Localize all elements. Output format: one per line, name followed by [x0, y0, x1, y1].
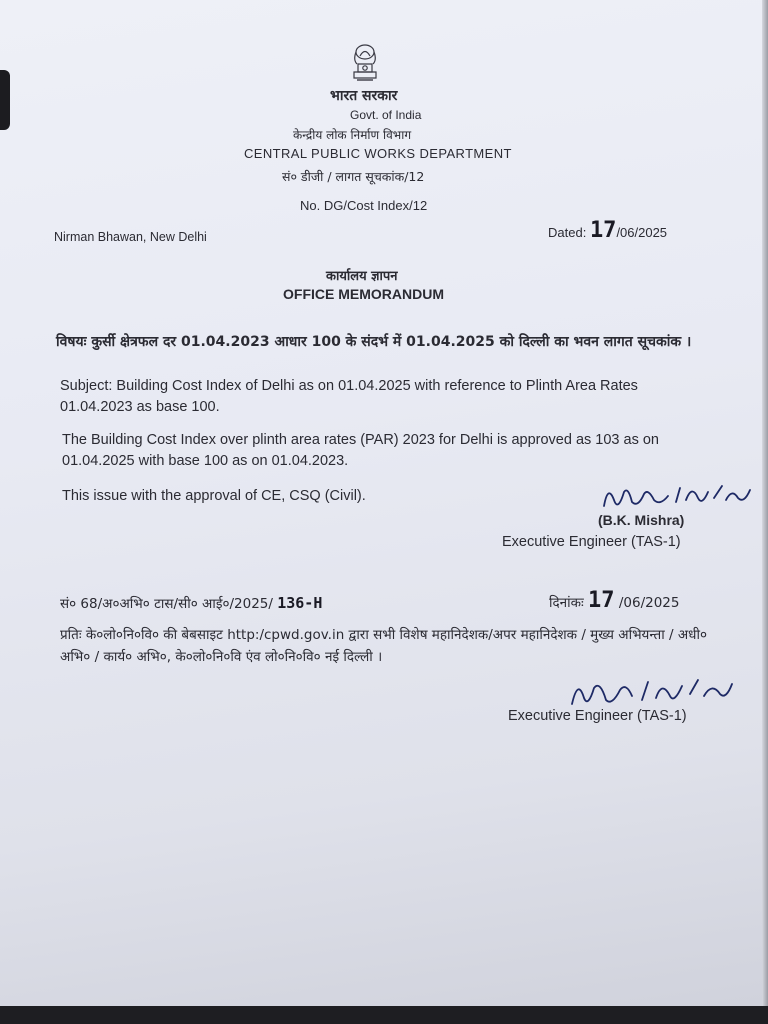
subject: Subject: Building Cost Index of Delhi as on 01.04.2025 with reference to Plinth Area Rates 01.04.2023 as base 100. [60, 378, 638, 415]
dinank-label: दिनांकः [549, 595, 584, 611]
signatory-name: (B.K. Mishra) [598, 512, 685, 528]
dinank-handwritten-day: 17 [588, 588, 615, 613]
distribution-date [549, 588, 679, 613]
page-right-edge [762, 0, 768, 1024]
govt-of-india: Govt. of India [350, 108, 422, 122]
memo-title: OFFICE MEMORANDUM [283, 286, 444, 302]
hindi-department-name: केन्द्रीय लोक निर्माण विभाग [293, 128, 412, 142]
department-name: CENTRAL PUBLIC WORKS DEPARTMENT [244, 146, 512, 161]
approval-note: This issue with the approval of CE, CSQ (Civil). [62, 488, 366, 504]
dated-line [548, 218, 667, 243]
hindi-govt-heading: भारत सरकार [330, 88, 398, 104]
distribution-reference [60, 594, 322, 612]
page-edge-shadow [0, 70, 10, 130]
issuing-location: Nirman Bhawan, New Delhi [54, 230, 207, 244]
dinank-month-year: /06/2025 [618, 595, 680, 611]
distribution-ref-handwritten: 136-H [277, 594, 323, 612]
hindi-memo-title: कार्यालय ज्ञापन [326, 269, 398, 284]
national-emblem-icon [348, 42, 382, 84]
signatory-designation: Executive Engineer (TAS-1) [502, 534, 681, 550]
distribution-ref-prefix: सं० 68/अ०अभि० टास/सी० आई०/2025/ [60, 596, 273, 612]
hindi-reference: सं० डीजी / लागत सूचकांक/12 [282, 169, 425, 184]
page-bottom-shadow [0, 1006, 768, 1024]
dated-month-year: /06/2025 [616, 225, 668, 240]
reference-number: No. DG/Cost Index/12 [300, 198, 428, 213]
dated-label: Dated: [548, 225, 587, 240]
signatory-designation-2: Executive Engineer (TAS-1) [508, 708, 687, 724]
dated-handwritten-day: 17 [589, 218, 617, 243]
memo-body: The Building Cost Index over plinth area rates (PAR) 2023 for Delhi is approved as 103 as on 01.04.2025 with base 100 as on 01.04.2023. [62, 432, 659, 469]
hindi-subject: विषयः कुर्सी क्षेत्रफल दर 01.04.2023 आधार 100 के संदर्भ में 01.04.2025 को दिल्ली का भवन लागत सूचकांक । [56, 334, 692, 350]
distribution-list: प्रतिः के०लो०नि०वि० की बेबसाइट http:/cpwd.gov.in द्वारा सभी विशेष महानिदेशक/अपर महानिदेशक / मुख्य अभियन्ता / अधी० अभि० / कार्य० अभि०, के०लो०नि०वि एंव लो०नि०वि० नई दिल्ली । [60, 627, 707, 665]
